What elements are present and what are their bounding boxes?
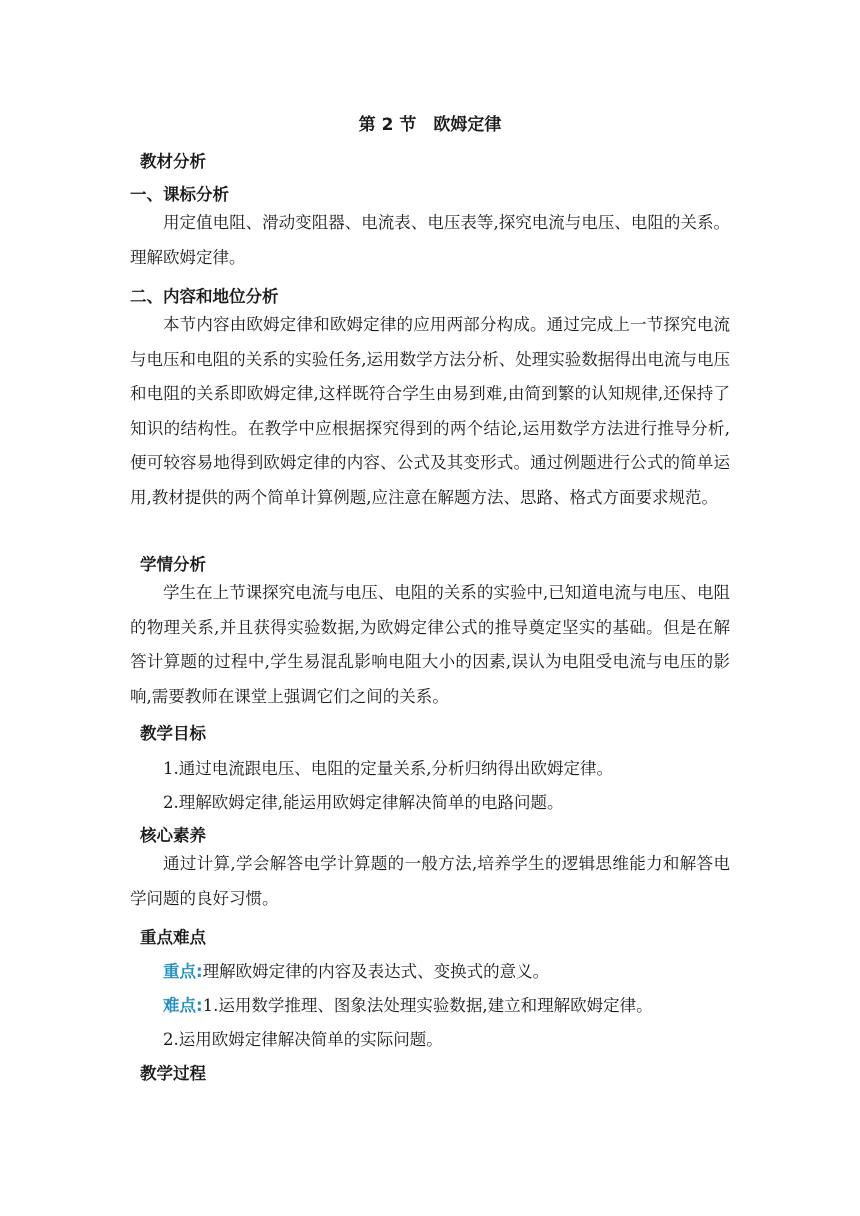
- paragraph-learner: 学生在上节课探究电流与电压、电阻的关系的实验中,已知道电流与电压、电阻的物理关系,并且获得实验数据,为欧姆定律公式的推导奠定坚实的基础。但是在解答计算题的过程中,学生易混乱影响电阻大小的因素,误认为电阻受电流与电压的影响,需要教师在课堂上强调它们之间的关系。: [130, 583, 730, 706]
- heading-material-analysis: 教材分析: [140, 152, 206, 171]
- difficulty-text-1: 1.运用数学推理、图象法处理实验数据,建立和理解欧姆定律。: [202, 996, 653, 1015]
- goal-item-1: 1.通过电流跟电压、电阻的定量关系,分析归纳得出欧姆定律。: [163, 759, 613, 778]
- heading-core-literacy: 核心素养: [140, 826, 206, 845]
- heading-teaching-goals: 教学目标: [140, 724, 206, 743]
- heading-learner-analysis: 学情分析: [140, 555, 206, 574]
- heading-content: 二、内容和地位分析: [130, 287, 279, 306]
- difficulty-label: 难点:: [163, 996, 203, 1015]
- goal-item-2: 2.理解欧姆定律,能运用欧姆定律解决简单的电路问题。: [163, 793, 564, 812]
- paragraph-literacy: 通过计算,学会解答电学计算题的一般方法,培养学生的逻辑思维能力和解答电学问题的良好习惯。: [130, 854, 730, 908]
- difficulty-item-2: 2.运用欧姆定律解决简单的实际问题。: [163, 1030, 443, 1049]
- key-point-label: 重点:: [163, 962, 203, 981]
- key-point-line: [163, 958, 549, 982]
- page-title: 第 2 节 欧姆定律: [358, 115, 502, 135]
- paragraph-content: 本节内容由欧姆定律和欧姆定律的应用两部分构成。通过完成上一节探究电流与电压和电阻的关系的实验任务,运用数学方法分析、处理实验数据得出电流与电压和电阻的关系即欧姆定律,这样既符合学生由易到难,由简到繁的认知规律,还保持了知识的结构性。在教学中应根据探究得到的两个结论,运用数学方法进行推导分析,便可较容易地得到欧姆定律的内容、公式及其变形式。通过例题进行公式的简单运用,教材提供的两个简单计算例题,应注意在解题方法、思路、格式方面要求规范。: [130, 315, 730, 507]
- paragraph-curriculum: 用定值电阻、滑动变阻器、电流表、电压表等,探究电流与电压、电阻的关系。理解欧姆定律。: [130, 213, 730, 267]
- heading-curriculum: 一、课标分析: [130, 185, 229, 204]
- key-point-text: 理解欧姆定律的内容及表达式、变换式的意义。: [202, 962, 550, 981]
- difficulty-line: [163, 992, 653, 1016]
- heading-key-points: 重点难点: [140, 928, 206, 947]
- heading-teaching-process: 教学过程: [140, 1064, 206, 1083]
